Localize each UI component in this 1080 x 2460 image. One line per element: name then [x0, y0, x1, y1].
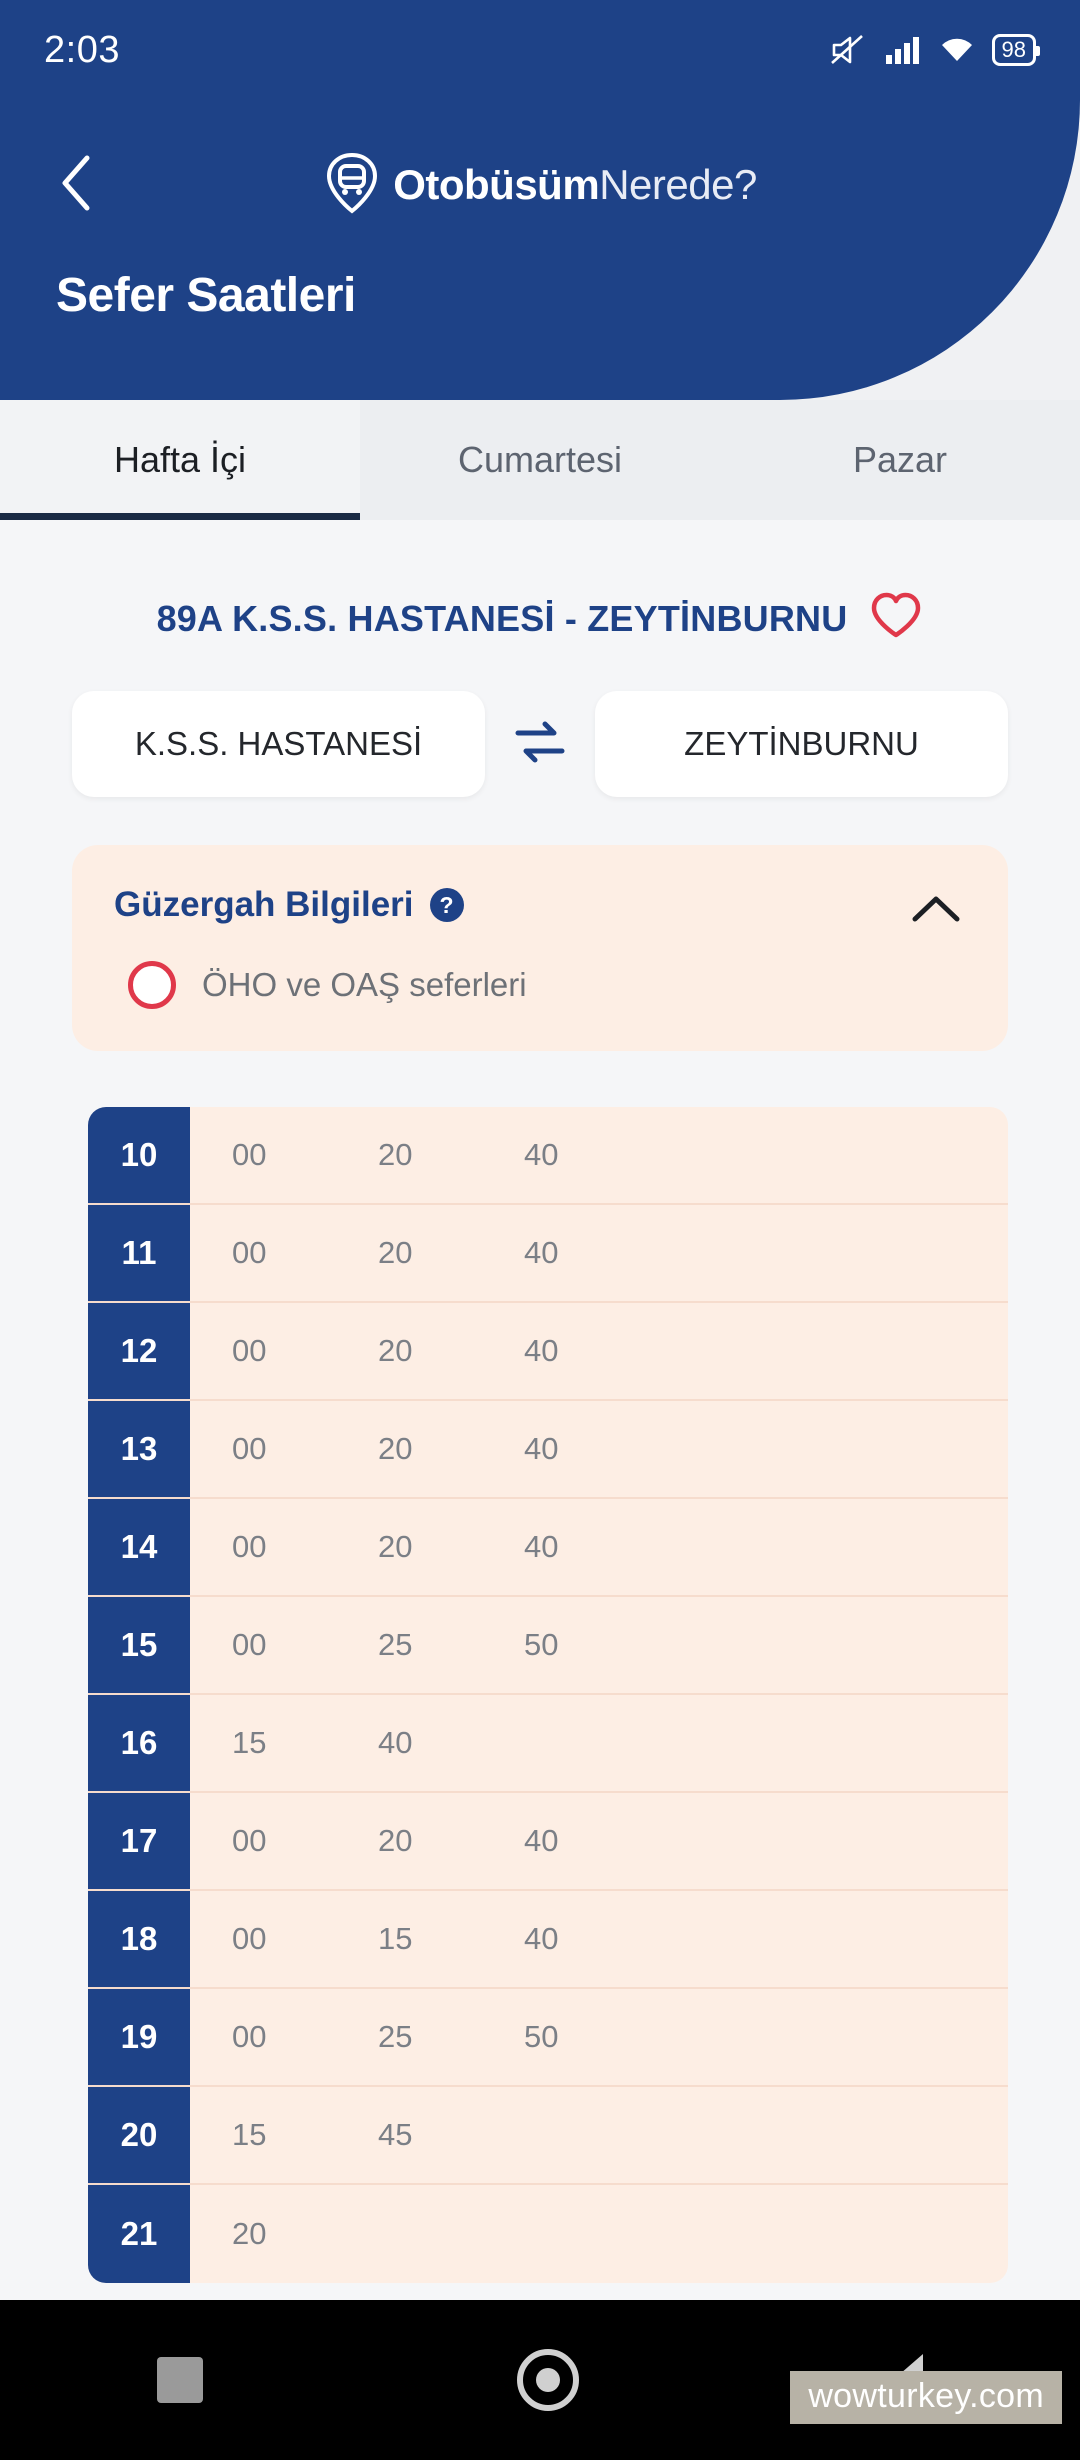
minute-cell: 20: [378, 1137, 413, 1172]
table-row[interactable]: [88, 2087, 1008, 2185]
minute-cell: 50: [524, 1627, 559, 1662]
row-minutes: [190, 1989, 1008, 2085]
minute-cell: 15: [378, 1921, 413, 1956]
row-hour: 10: [88, 1107, 190, 1203]
table-row[interactable]: [88, 1597, 1008, 1695]
minute-cell: 00: [232, 1137, 267, 1172]
heart-outline-icon[interactable]: [869, 592, 923, 645]
circle-outline-icon: [128, 961, 176, 1009]
battery-level: 98: [1001, 37, 1026, 62]
table-row[interactable]: [88, 1891, 1008, 1989]
minute-cell: 40: [524, 1921, 559, 1956]
minute-cell: 20: [378, 1431, 413, 1466]
route-info-header: [114, 885, 966, 925]
minute-cell: 00: [232, 1235, 267, 1270]
row-hour: 13: [88, 1401, 190, 1497]
row-hour: 14: [88, 1499, 190, 1595]
row-hour: 11: [88, 1205, 190, 1301]
minute-cell: 25: [378, 1627, 413, 1662]
row-minutes: [190, 1205, 1008, 1301]
route-header: [0, 592, 1080, 645]
row-hour: 18: [88, 1891, 190, 1987]
brand-logo: [0, 150, 1080, 220]
minute-cell: 00: [232, 1823, 267, 1858]
origin-stop[interactable]: K.S.S. HASTANESİ: [72, 691, 485, 797]
swap-direction-button[interactable]: [505, 709, 575, 779]
table-row[interactable]: [88, 1303, 1008, 1401]
minute-cell: 00: [232, 1431, 267, 1466]
table-row[interactable]: [88, 1695, 1008, 1793]
route-info-card: [72, 845, 1008, 1051]
minute-cell: 20: [378, 1823, 413, 1858]
route-info-title: Güzergah Bilgileri: [114, 885, 414, 924]
row-hour: 19: [88, 1989, 190, 2085]
minute-cell: 20: [378, 1529, 413, 1564]
row-minutes: [190, 1499, 1008, 1595]
minute-cell: 40: [524, 1333, 559, 1368]
square-icon[interactable]: [157, 2357, 203, 2403]
row-minutes: [190, 1695, 1008, 1791]
minute-cell: 25: [378, 2019, 413, 2054]
tab-hafta-ici[interactable]: Hafta İçi: [0, 400, 360, 520]
mute-icon: [828, 33, 868, 67]
minute-cell: 40: [524, 1529, 559, 1564]
minute-cell: 00: [232, 1333, 267, 1368]
table-row[interactable]: [88, 1989, 1008, 2087]
row-minutes: [190, 2185, 1008, 2283]
circle-icon[interactable]: [517, 2349, 579, 2411]
tab-pazar[interactable]: Pazar: [852, 439, 948, 480]
route-title: 89A K.S.S. HASTANESİ - ZEYTİNBURNU: [156, 597, 848, 639]
row-hour: 15: [88, 1597, 190, 1693]
minute-cell: 50: [524, 2019, 559, 2054]
row-minutes: [190, 1401, 1008, 1497]
status-time: 2:03: [44, 28, 120, 71]
table-row[interactable]: [88, 1205, 1008, 1303]
main-content: [0, 520, 1080, 2300]
chevron-up-icon: [910, 892, 962, 931]
row-minutes: [190, 1597, 1008, 1693]
destination-stop[interactable]: ZEYTİNBURNU: [595, 691, 1008, 797]
minute-cell: 00: [232, 2019, 267, 2054]
legend-label: ÖHO ve OAŞ seferleri: [202, 966, 527, 1003]
minute-cell: 00: [232, 1921, 267, 1956]
minute-cell: 15: [232, 1725, 267, 1760]
minute-cell: 40: [524, 1823, 559, 1858]
row-hour: 17: [88, 1793, 190, 1889]
stop-selector: [0, 691, 1080, 797]
row-hour: 12: [88, 1303, 190, 1399]
timetable: [88, 1107, 1008, 2283]
watermark: wowturkey.com: [790, 2371, 1062, 2424]
swap-arrows-icon: [510, 713, 570, 776]
page-title: Sefer Saatleri: [56, 269, 356, 322]
row-hour: 20: [88, 2087, 190, 2183]
minute-cell: 20: [378, 1333, 413, 1368]
bus-pin-icon: [323, 151, 381, 220]
row-minutes: [190, 1891, 1008, 1987]
wifi-icon: [938, 35, 976, 65]
minute-cell: 20: [232, 2216, 267, 2251]
day-tabs: [0, 400, 1080, 520]
legend-item: [114, 961, 966, 1009]
row-minutes: [190, 1303, 1008, 1399]
signal-icon: [884, 35, 922, 65]
battery-icon: [992, 34, 1036, 66]
minute-cell: 45: [378, 2117, 413, 2152]
header: [0, 0, 1080, 400]
table-row[interactable]: [88, 1793, 1008, 1891]
minute-cell: 00: [232, 1627, 267, 1662]
table-row[interactable]: [88, 1499, 1008, 1597]
status-icons: [828, 33, 1036, 67]
minute-cell: 40: [378, 1725, 413, 1760]
brand-text: [393, 161, 757, 209]
minute-cell: 40: [524, 1137, 559, 1172]
collapse-info-button[interactable]: [908, 883, 964, 939]
question-mark-icon[interactable]: ?: [430, 888, 464, 922]
table-row[interactable]: [88, 2185, 1008, 2283]
table-row[interactable]: [88, 1401, 1008, 1499]
tab-cumartesi[interactable]: Cumartesi: [457, 439, 623, 480]
status-bar: [0, 0, 1080, 100]
minute-cell: 00: [232, 1529, 267, 1564]
minute-cell: 20: [378, 1235, 413, 1270]
row-hour: 16: [88, 1695, 190, 1791]
minute-cell: 40: [524, 1235, 559, 1270]
row-minutes: [190, 1107, 1008, 1203]
row-hour: 21: [88, 2185, 190, 2283]
row-minutes: [190, 2087, 1008, 2183]
brand-name-light: Nerede?: [599, 161, 757, 208]
minute-cell: 15: [232, 2117, 267, 2152]
minute-cell: 40: [524, 1431, 559, 1466]
row-minutes: [190, 1793, 1008, 1889]
table-row[interactable]: [88, 1107, 1008, 1205]
brand-name-bold: Otobüsüm: [393, 161, 600, 208]
